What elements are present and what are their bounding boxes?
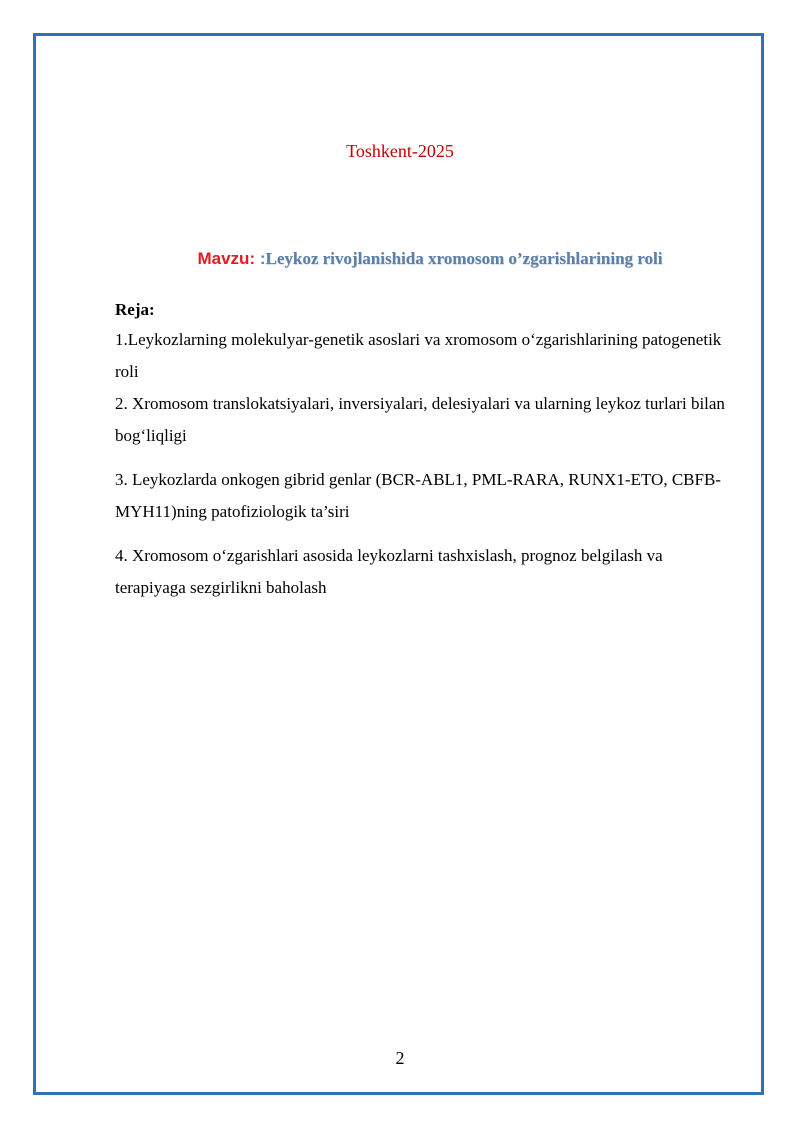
- topic-line: [100, 249, 760, 269]
- topic-title: Leykoz rivojlanishida xromosom o’zgarishlarining roli: [265, 249, 663, 268]
- plan-heading: Reja:: [115, 300, 155, 319]
- topic-prefix: Mavzu:: [197, 249, 256, 268]
- plan-section: [115, 296, 730, 604]
- plan-item-4: 4. Xromosom o‘zgarishlari asosida leykozlarni tashxislash, prognoz belgilash va terapiyaga sezgirlikni baholash: [115, 546, 663, 597]
- page-number: 2: [395, 1048, 405, 1068]
- topic-separator: :: [255, 249, 266, 268]
- plan-item-1: 1.Leykozlarning molekulyar-genetik asoslari va xromosom o‘zgarishlarining patogenetik roli: [115, 330, 722, 381]
- plan-item-3: 3. Leykozlarda onkogen gibrid genlar (BCR-ABL1, PML-RARA, RUNX1-ETO, CBFB-MYH11)ning patofiziologik ta’siri: [115, 470, 721, 521]
- plan-item-2: 2. Xromosom translokatsiyalari, inversiyalari, delesiyalari va ularning leykoz turlari bilan bog‘liqligi: [115, 394, 725, 445]
- city-year-line: Toshkent-2025: [346, 141, 454, 161]
